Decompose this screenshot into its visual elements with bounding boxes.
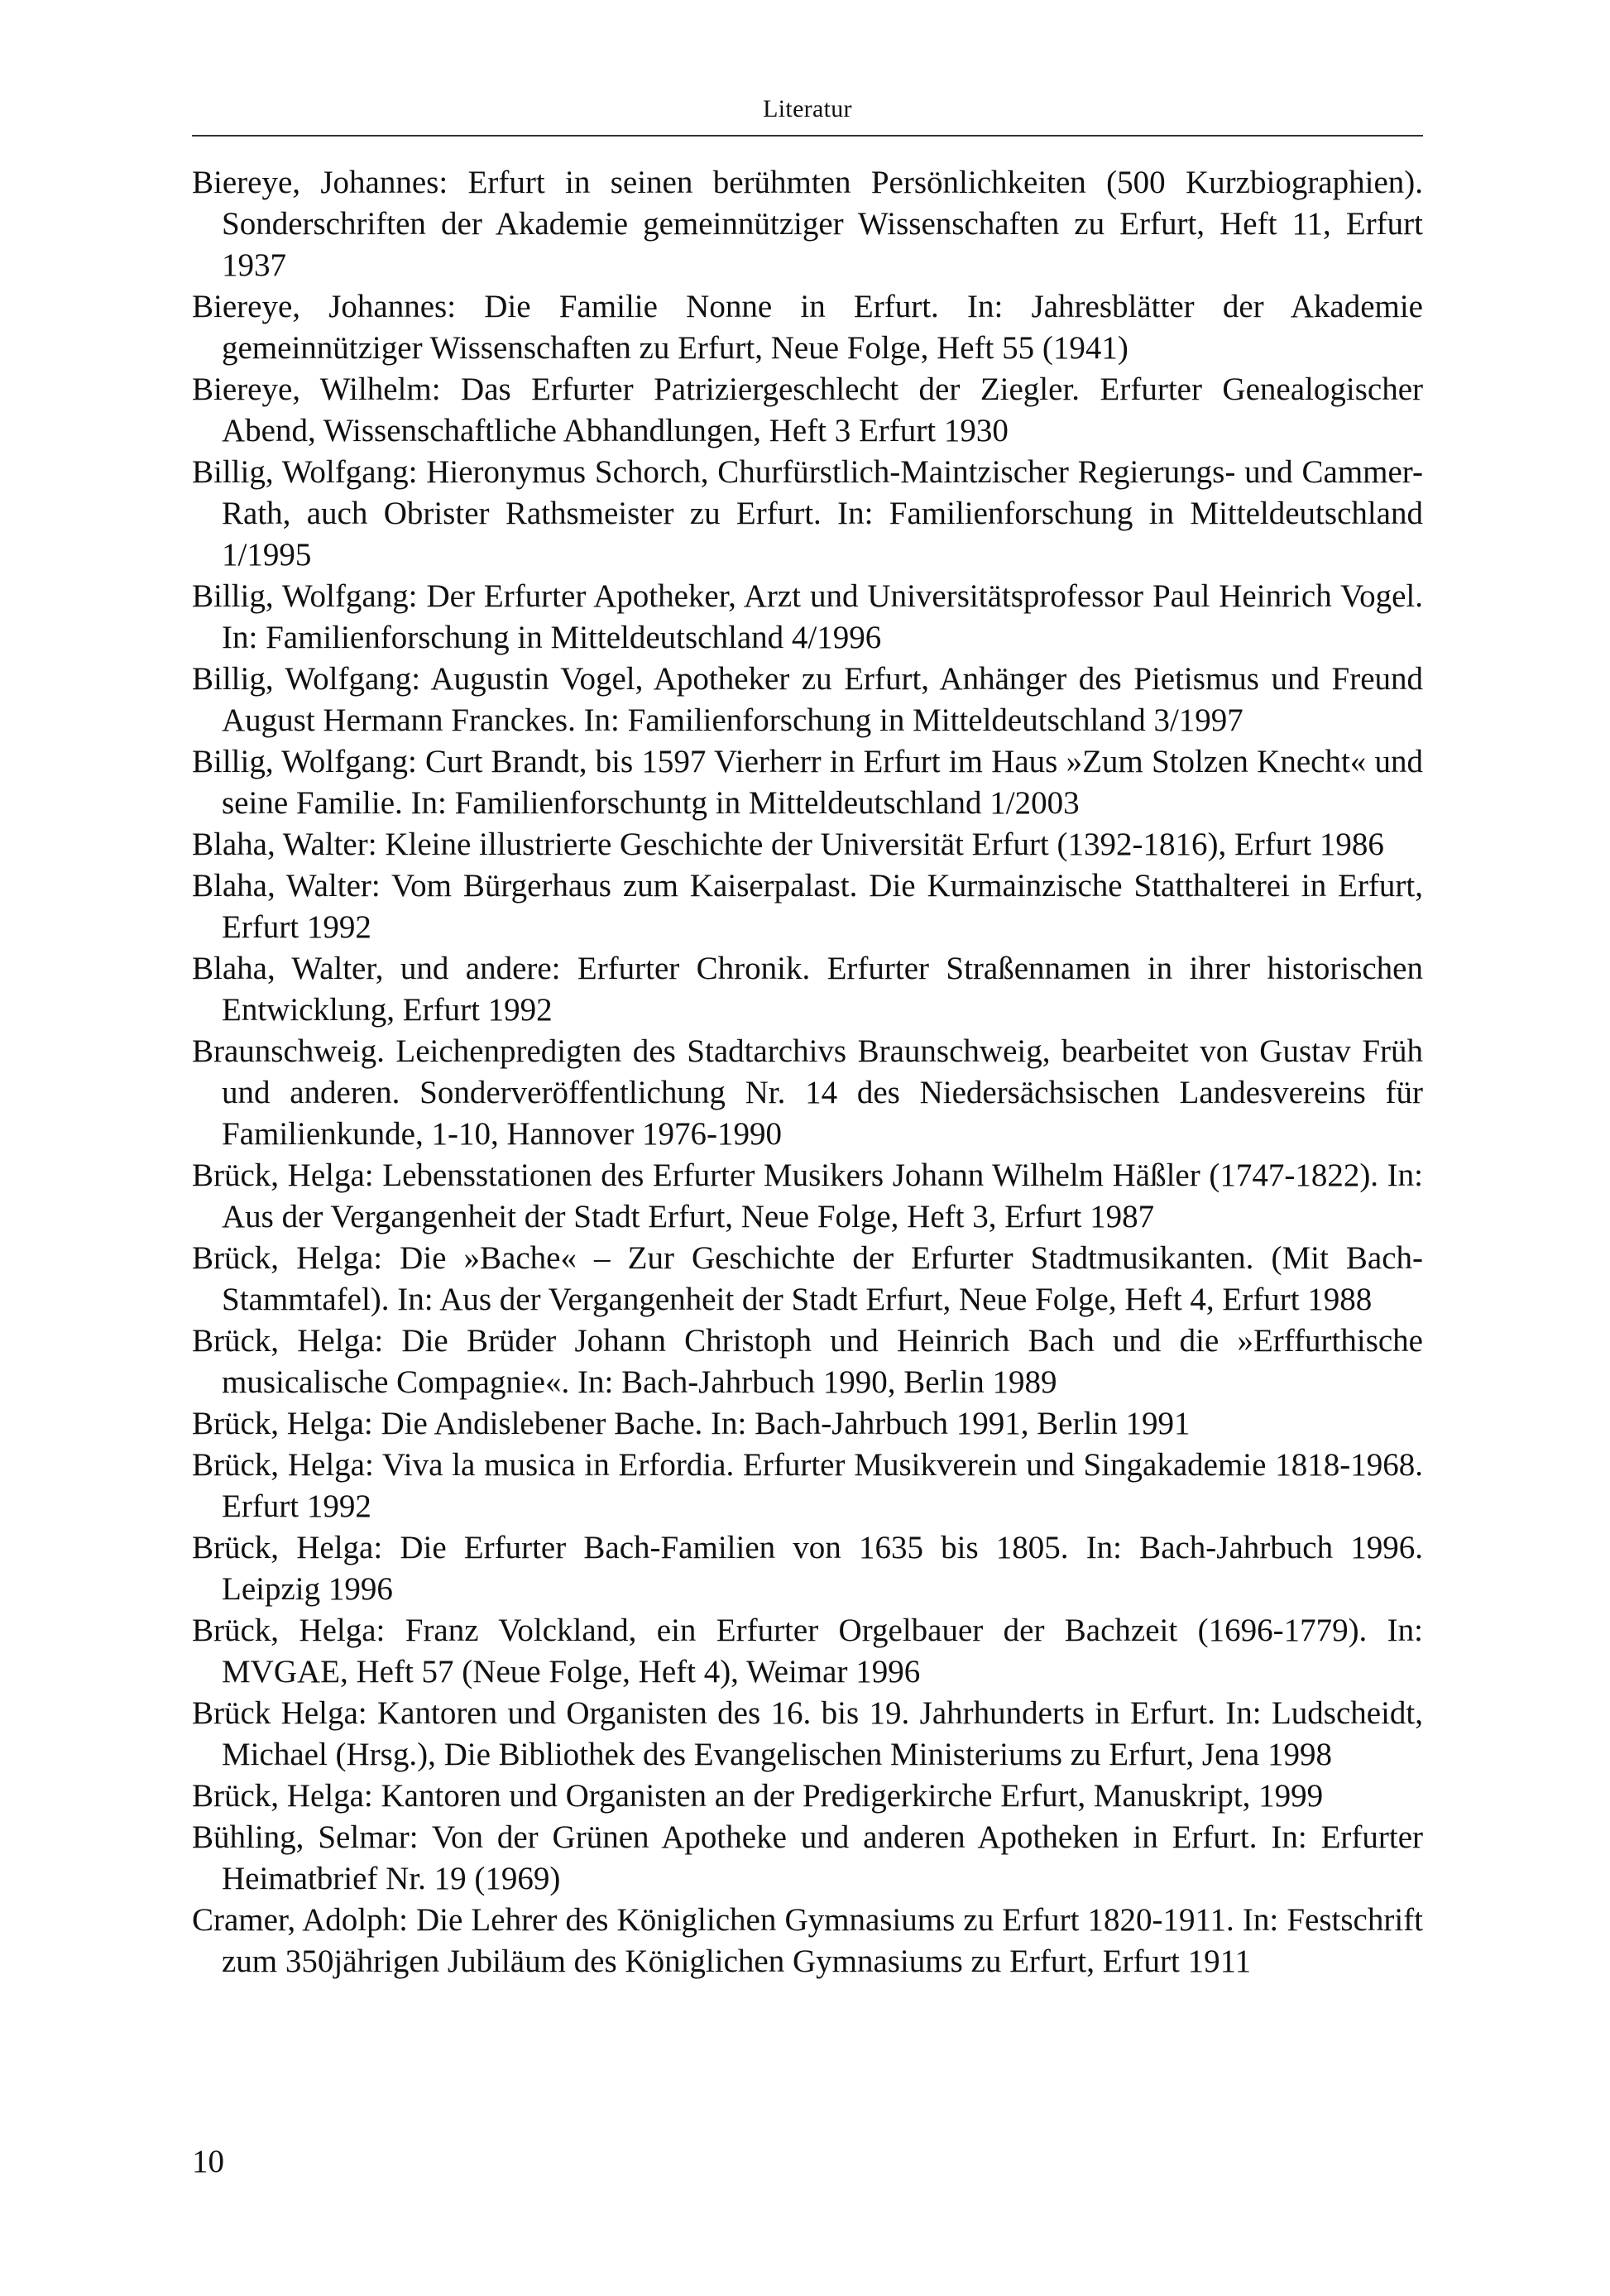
bibliography-entry: Brück, Helga: Die Andislebener Bache. In: Bach-Jahrbuch 1991, Berlin 1991 [192,1406,1191,1441]
bibliography-entry: Brück Helga: Kantoren und Organisten des 16. bis 19. Jahrhunderts in Erfurt. In: Ludscheidt, Michael (Hrsg.), Die Bibliothek des Evangelischen Ministeriums zu Erfurt, Jena 1998 [192,1695,1423,1772]
bibliography-entry: Brück, Helga: Viva la musica in Erfordia. Erfurter Musikverein und Singakademie 1818-1968. Erfurt 1992 [192,1447,1423,1524]
bibliography-entry: Blaha, Walter: Kleine illustrierte Geschichte der Universität Erfurt (1392-1816), Erfurt 1986 [192,827,1384,862]
bibliography-entry: Blaha, Walter, und andere: Erfurter Chronik. Erfurter Straßennamen in ihrer historischen Entwicklung, Erfurt 1992 [192,951,1423,1028]
bibliography-list [192,162,1423,1982]
running-head: Literatur [763,95,852,122]
bibliography-entry: Billig, Wolfgang: Curt Brandt, bis 1597 Vierherr in Erfurt im Haus »Zum Stolzen Knecht« und seine Familie. In: Familienforschuntg in Mitteldeutschland 1/2003 [192,744,1423,821]
bibliography-entry: Biereye, Johannes: Erfurt in seinen berühmten Persönlichkeiten (500 Kurzbiographien). Sonderschriften der Akademie gemeinnütziger Wissenschaften zu Erfurt, Heft 11, Erfurt 1937 [192,165,1423,283]
bibliography-entry: Cramer, Adolph: Die Lehrer des Königlichen Gymnasiums zu Erfurt 1820-1911. In: Festschrift zum 350jährigen Jubiläum des Königlichen Gymnasiums zu Erfurt, Erfurt 1911 [192,1902,1423,1979]
bibliography-entry: Biereye, Wilhelm: Das Erfurter Patriziergeschlecht der Ziegler. Erfurter Genealogischer Abend, Wissenschaftliche Abhandlungen, Heft 3 Erfurt 1930 [192,371,1423,448]
bibliography-entry: Brück, Helga: Kantoren und Organisten an der Predigerkirche Erfurt, Manuskript, 1999 [192,1778,1324,1814]
bibliography-entry: Bühling, Selmar: Von der Grünen Apotheke und anderen Apotheken in Erfurt. In: Erfurter Heimatbrief Nr. 19 (1969) [192,1819,1423,1896]
bibliography-entry: Brück, Helga: Lebensstationen des Erfurter Musikers Johann Wilhelm Häßler (1747-1822). In: Aus der Vergangenheit der Stadt Erfurt, Neue Folge, Heft 3, Erfurt 1987 [192,1158,1423,1234]
bibliography-entry: Blaha, Walter: Vom Bürgerhaus zum Kaiserpalast. Die Kurmainzische Statthalterei in Erfurt, Erfurt 1992 [192,868,1423,945]
bibliography-entry: Brück, Helga: Die Erfurter Bach-Familien von 1635 bis 1805. In: Bach-Jahrbuch 1996. Leipzig 1996 [192,1530,1423,1607]
bibliography-entry: Brück, Helga: Die »Bache« – Zur Geschichte der Erfurter Stadtmusikanten. (Mit Bach-Stammtafel). In: Aus der Vergangenheit der Stadt Erfurt, Neue Folge, Heft 4, Erfurt 1988 [192,1240,1423,1317]
page-number: 10 [192,2144,224,2179]
bibliography-entry: Billig, Wolfgang: Hieronymus Schorch, Churfürstlich-Maintzischer Regierungs- und Cammer-Rath, auch Obrister Rathsmeister zu Erfurt. In: Familienforschung in Mitteldeutschland 1/1995 [192,454,1423,573]
bibliography-entry: Biereye, Johannes: Die Familie Nonne in Erfurt. In: Jahresblätter der Akademie gemeinnütziger Wissenschaften zu Erfurt, Neue Folge, Heft 55 (1941) [192,289,1423,366]
bibliography-entry: Braunschweig. Leichenpredigten des Stadtarchivs Braunschweig, bearbeitet von Gustav Früh und anderen. Sonderveröffentlichung Nr. 14 des Niedersächsischen Landesvereins für Familienkunde, 1-10, Hannover 1976-1990 [192,1033,1423,1152]
bibliography-entry: Billig, Wolfgang: Der Erfurter Apotheker, Arzt und Universitätsprofessor Paul Heinrich Vogel. In: Familienforschung in Mitteldeutschland 4/1996 [192,578,1423,655]
header-rule [192,135,1423,137]
bibliography-entry: Brück, Helga: Die Brüder Johann Christoph und Heinrich Bach und die »Erffurthische musicalische Compagnie«. In: Bach-Jahrbuch 1990, Berlin 1989 [192,1323,1423,1400]
bibliography-entry: Brück, Helga: Franz Volckland, ein Erfurter Orgelbauer der Bachzeit (1696-1779). In: MVGAE, Heft 57 (Neue Folge, Heft 4), Weimar 1996 [192,1613,1423,1690]
bibliography-entry: Billig, Wolfgang: Augustin Vogel, Apotheker zu Erfurt, Anhänger des Pietismus und Freund August Hermann Franckes. In: Familienforschung in Mitteldeutschland 3/1997 [192,661,1423,738]
